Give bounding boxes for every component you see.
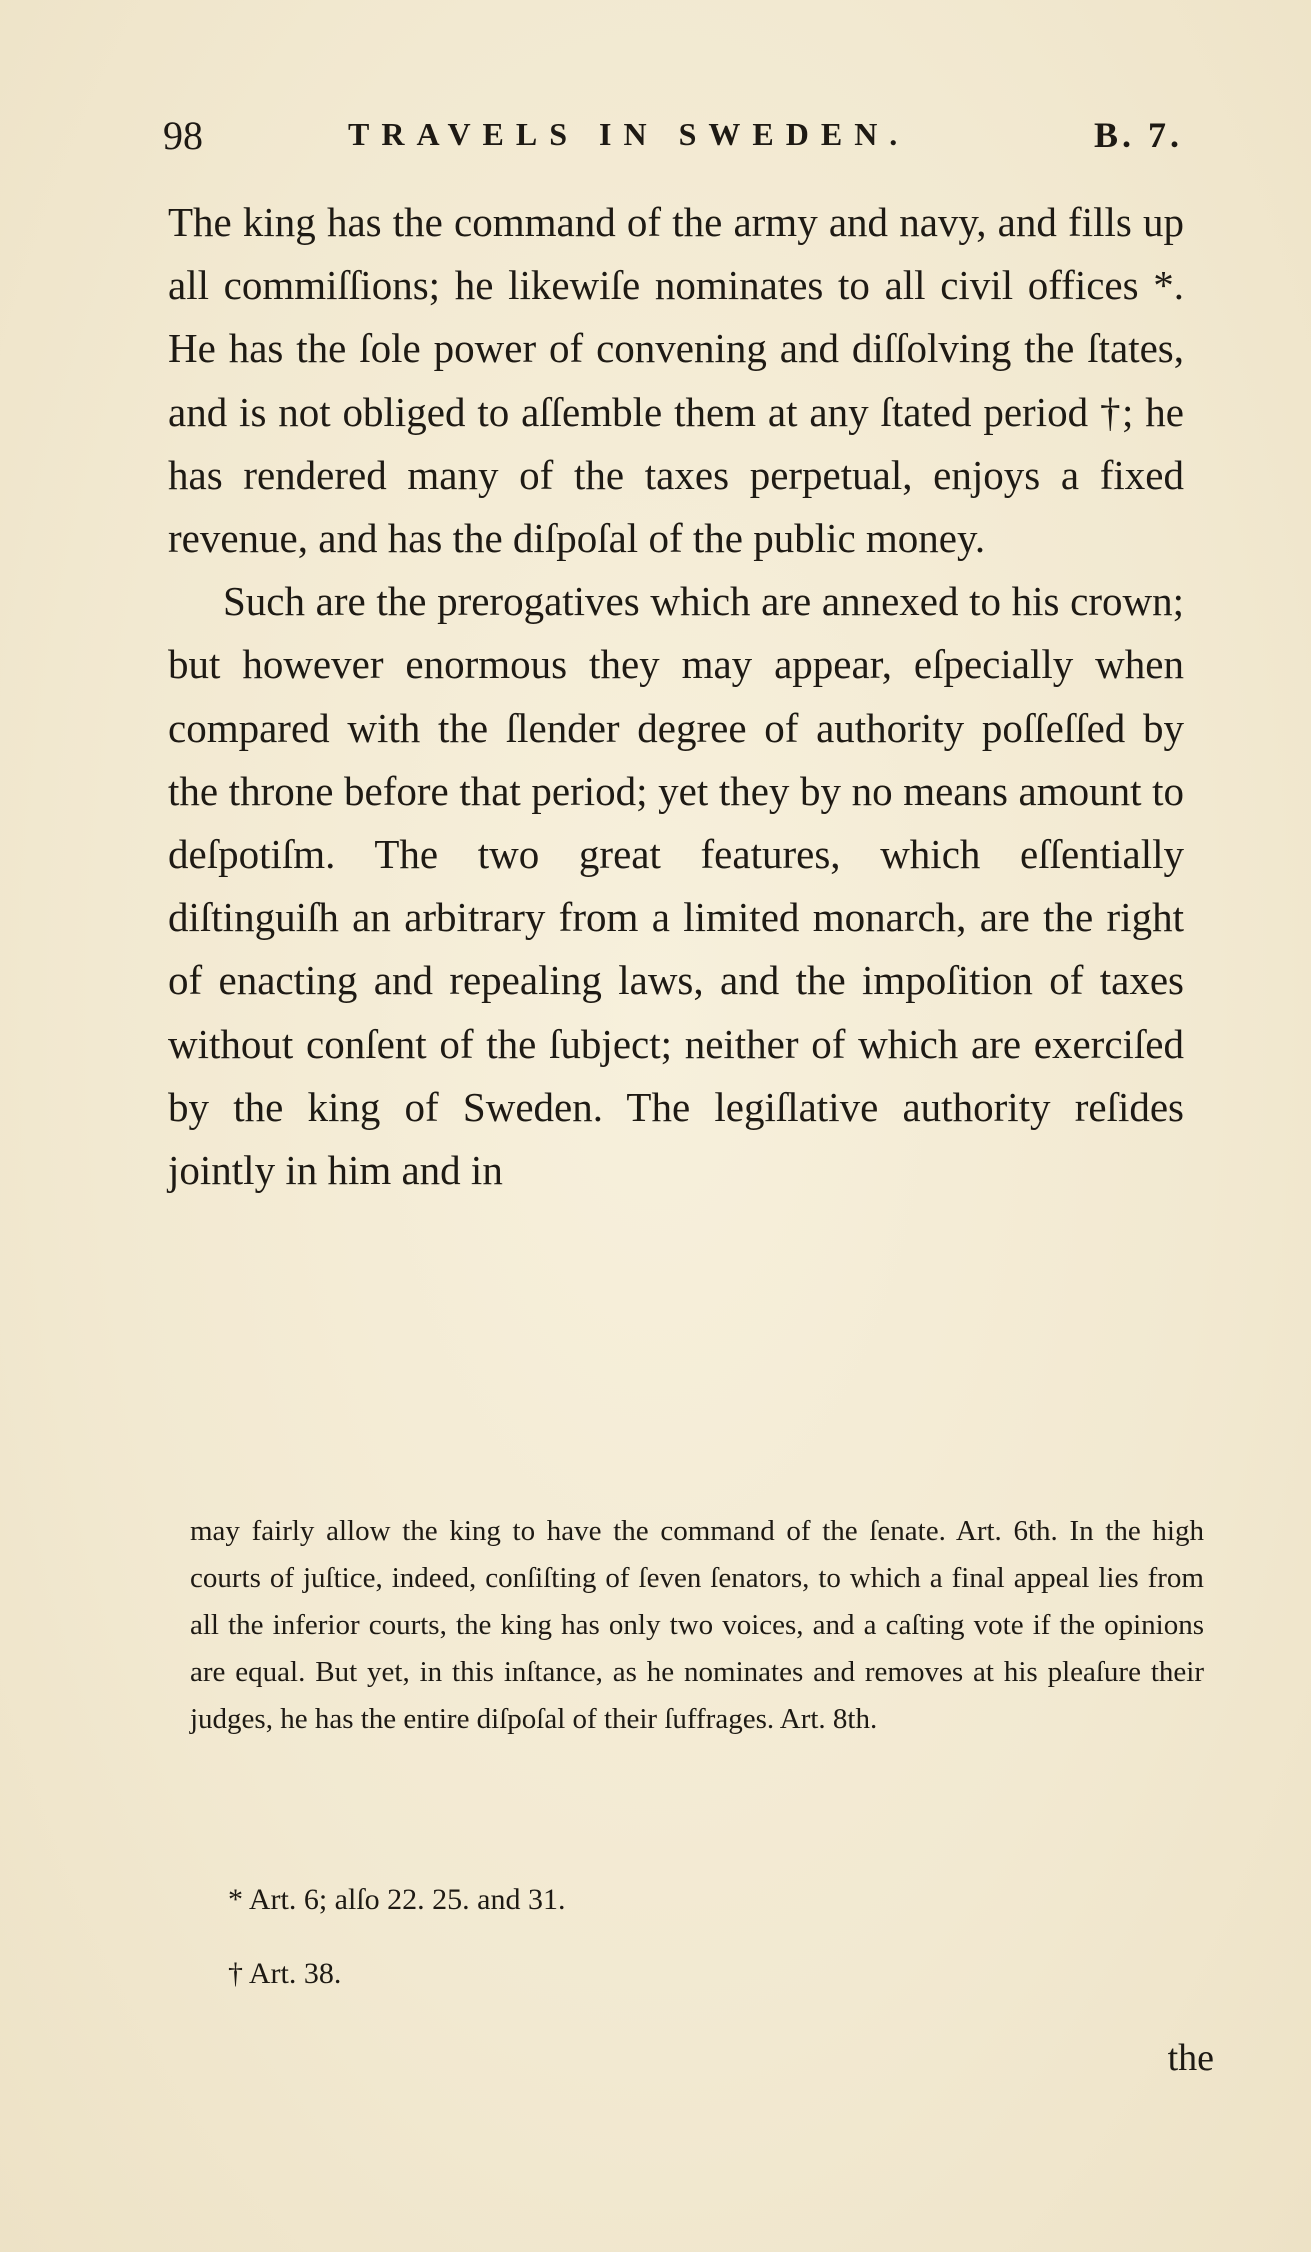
page-header (163, 112, 1183, 164)
main-text (168, 191, 1184, 1202)
paragraph: The king has the command of the army and navy, and fills up all commiſſions; he likewiſe nominates to all civil offices *. He has the ſole power of convening and diſſolving the ſtates, and is not obliged to aſſemble them at any ſtated period †; he has rendered many of the taxes perpetual, enjoys a fixed revenue, and has the diſpoſal of the public money. (168, 199, 1184, 562)
continued-note (190, 1508, 1204, 1743)
paragraph: Such are the prerogatives which are annexed to his crown; but however enormous they may appear, eſpecially when compared with the ſlender degree of authority poſſeſſed by the throne before that period; yet they by no means amount to deſpotiſm. The two great features, which eſſentially diſtinguiſh an arbitrary from a limited monarch, are the right of enacting and repealing laws, and the impoſition of taxes without conſent of the ſubject; neither of which are exerciſed by the king of Sweden. The legiſlative authority reſides jointly in him and in (168, 578, 1184, 1194)
page-number: 98 (163, 113, 203, 158)
book-reference: B. 7. (1093, 115, 1183, 155)
footnote: † Art. 38. (228, 1957, 342, 1990)
note-text: may fairly allow the king to have the command of the ſenate. Art. 6th. In the high courts of juſtice, indeed, conſiſting of ſeven ſenators, to which a final appeal lies from all the inferior courts, the king has only two voices, and a caſting vote if the opinions are equal. But yet, in this inſtance, as he nominates and removes at his pleaſure their judges, he has the entire diſpoſal of their ſuffrages. Art. 8th. (190, 1515, 1204, 1735)
footnote: * Art. 6; alſo 22. 25. and 31. (228, 1883, 566, 1916)
running-title: TRAVELS IN SWEDEN. (348, 116, 910, 152)
catchword: the (1167, 2037, 1214, 2079)
